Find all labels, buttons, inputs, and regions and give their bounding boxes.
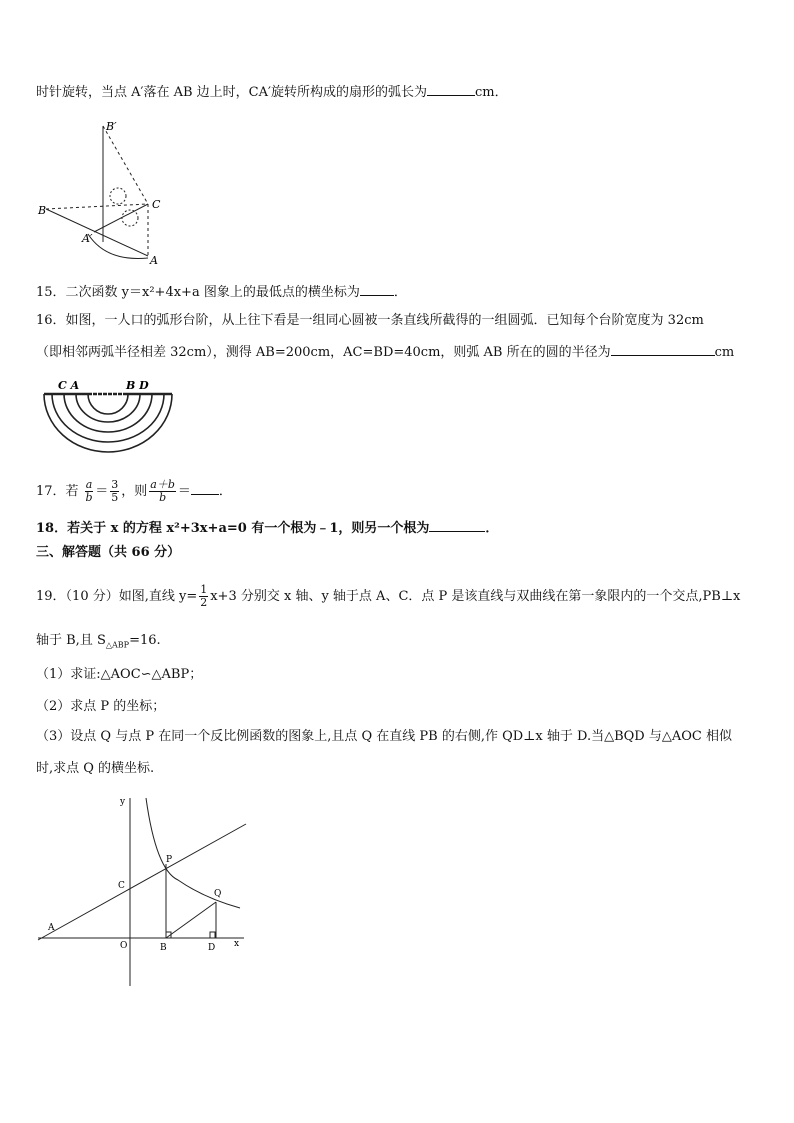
q18-text-a: 18．若关于 x 的方程 x²+3x+a=0 有一个根为﹣1，则另一个根为 — [36, 521, 430, 536]
q18-text-b: ． — [485, 521, 499, 536]
q17-frac3-den: b — [159, 491, 167, 504]
q17-frac2-num: 3 — [111, 478, 119, 491]
fig14-label-C: C — [152, 198, 161, 211]
q19-line2-sub: △ABP — [105, 640, 130, 650]
q17-frac2-den: 5 — [111, 491, 119, 504]
fig14-label-A: A — [150, 254, 158, 267]
q19-line1-b: x+3 分别交 x 轴、y 轴于点 A、C．点 P 是该直线与双曲线在第一象限内的一个交点,PB⊥x — [210, 589, 741, 604]
fig14-line-CAprime — [94, 204, 148, 232]
q17-answer-blank — [191, 481, 219, 495]
q17-end: ． — [218, 484, 232, 499]
section-3-heading: 三、解答题（共 66 分） — [36, 545, 181, 560]
question-19-part3-line1: （3）设点 Q 与点 P 在同一个反比例函数的图象上,且点 Q 在直线 PB 的右侧,作 QD⊥x 轴于 D.当△BQD 与△AOC 相似 — [36, 729, 732, 744]
fig19-label-y: y — [120, 797, 126, 807]
q19-fraction-1-over-2 — [199, 584, 208, 609]
q17-eq1: ＝ — [95, 484, 109, 499]
q19-line2-a: 轴于 B,且 S — [36, 633, 106, 648]
fig16-label-BD: B D — [126, 379, 149, 392]
q16-text: （即相邻两弧半径相差 32cm），测得 AB=200cm，AC=BD=40cm，则弧 AB 所在的圆的半径为 — [36, 345, 611, 360]
q16-answer-blank — [611, 342, 715, 356]
fig19-label-x: x — [234, 939, 240, 949]
question-16-line1: 16．如图，一人口的弧形台阶，从上往下看是一组同心圆被一条直线所截得的一组圆弧．已知每个台阶宽度为 32cm — [36, 313, 704, 328]
q17-eq2: ＝ — [177, 484, 191, 499]
fig19-line-AC — [38, 824, 246, 940]
fig14-label-B: B — [38, 204, 47, 217]
q15-answer-blank — [360, 282, 394, 296]
fig19-label-Q: Q — [214, 889, 222, 899]
fig19-label-D: D — [208, 943, 216, 953]
fig19-label-B: B — [160, 943, 167, 953]
fig14-circle-upper — [110, 188, 126, 204]
fig16-arc-2 — [76, 394, 140, 422]
figure-q19 — [34, 790, 254, 990]
fig19-right-angle-D — [210, 932, 215, 938]
q17-mid: ，则 — [121, 484, 148, 499]
question-15-text — [36, 282, 407, 302]
fig16-label-CA: C A — [58, 379, 80, 392]
question-18-text — [36, 518, 498, 538]
question-17-text — [36, 478, 232, 506]
question-19-part2: （2）求点 P 的坐标； — [36, 699, 166, 714]
q15-text-b: ． — [393, 285, 407, 300]
q17-frac1-num: a — [85, 478, 93, 491]
question-19-line1 — [36, 582, 740, 612]
fig14-circle-lower — [122, 210, 138, 226]
fig16-arc-1 — [88, 394, 128, 414]
q14-text-a: 时针旋转，当点 A′落在 AB 边上时，CA′旋转所构成的扇形的弧长为 — [36, 85, 427, 100]
question-19-part1: （1）求证:△AOC∽△ABP； — [36, 667, 203, 682]
q19-frac-den: 2 — [200, 596, 208, 609]
fig19-label-A: A — [48, 923, 55, 933]
q17-fraction-3-over-5 — [110, 479, 119, 504]
q19-frac-num: 1 — [200, 583, 208, 596]
q19-line1-a: 19．（10 分）如图,直线 y= — [36, 589, 198, 604]
q14-text-b: cm． — [474, 85, 508, 100]
fig14-label-Aprime: A′ — [82, 232, 93, 245]
q15-text-a: 15．二次函数 y＝x²+4x+a 图象上的最低点的横坐标为 — [36, 285, 360, 300]
fig14-arc — [88, 234, 148, 259]
figure-q16 — [40, 376, 180, 458]
fig14-line-BA — [46, 209, 148, 256]
fig19-label-P: P — [166, 855, 173, 865]
fig14-label-Bprime: B′ — [106, 120, 117, 133]
q18-answer-blank — [429, 518, 485, 532]
question-19-part3-line2: 时,求点 Q 的横坐标. — [36, 761, 155, 776]
fig19-label-C: C — [118, 881, 125, 891]
q17-frac3-num: a＋b — [150, 478, 175, 491]
q16-unit: cm — [714, 345, 735, 360]
question-19-line2 — [36, 632, 161, 655]
q17-frac1-den: b — [85, 491, 93, 504]
fig16-arc-4 — [52, 394, 164, 442]
q14-answer-blank — [427, 82, 475, 96]
q17-fraction-a-over-b — [85, 479, 94, 504]
fig19-line-BQ — [166, 902, 216, 938]
question-14-text — [36, 82, 508, 102]
fig19-label-O: O — [120, 941, 128, 951]
q17-prefix: 17．若 — [36, 484, 79, 499]
q19-line2-b: =16. — [129, 633, 161, 648]
question-16-line2 — [36, 342, 734, 362]
fig14-line-BC — [46, 204, 148, 209]
q17-fraction-apb-over-b — [149, 479, 176, 504]
fig14-line-BprimeC — [103, 126, 148, 204]
figure-q14 — [36, 112, 176, 268]
